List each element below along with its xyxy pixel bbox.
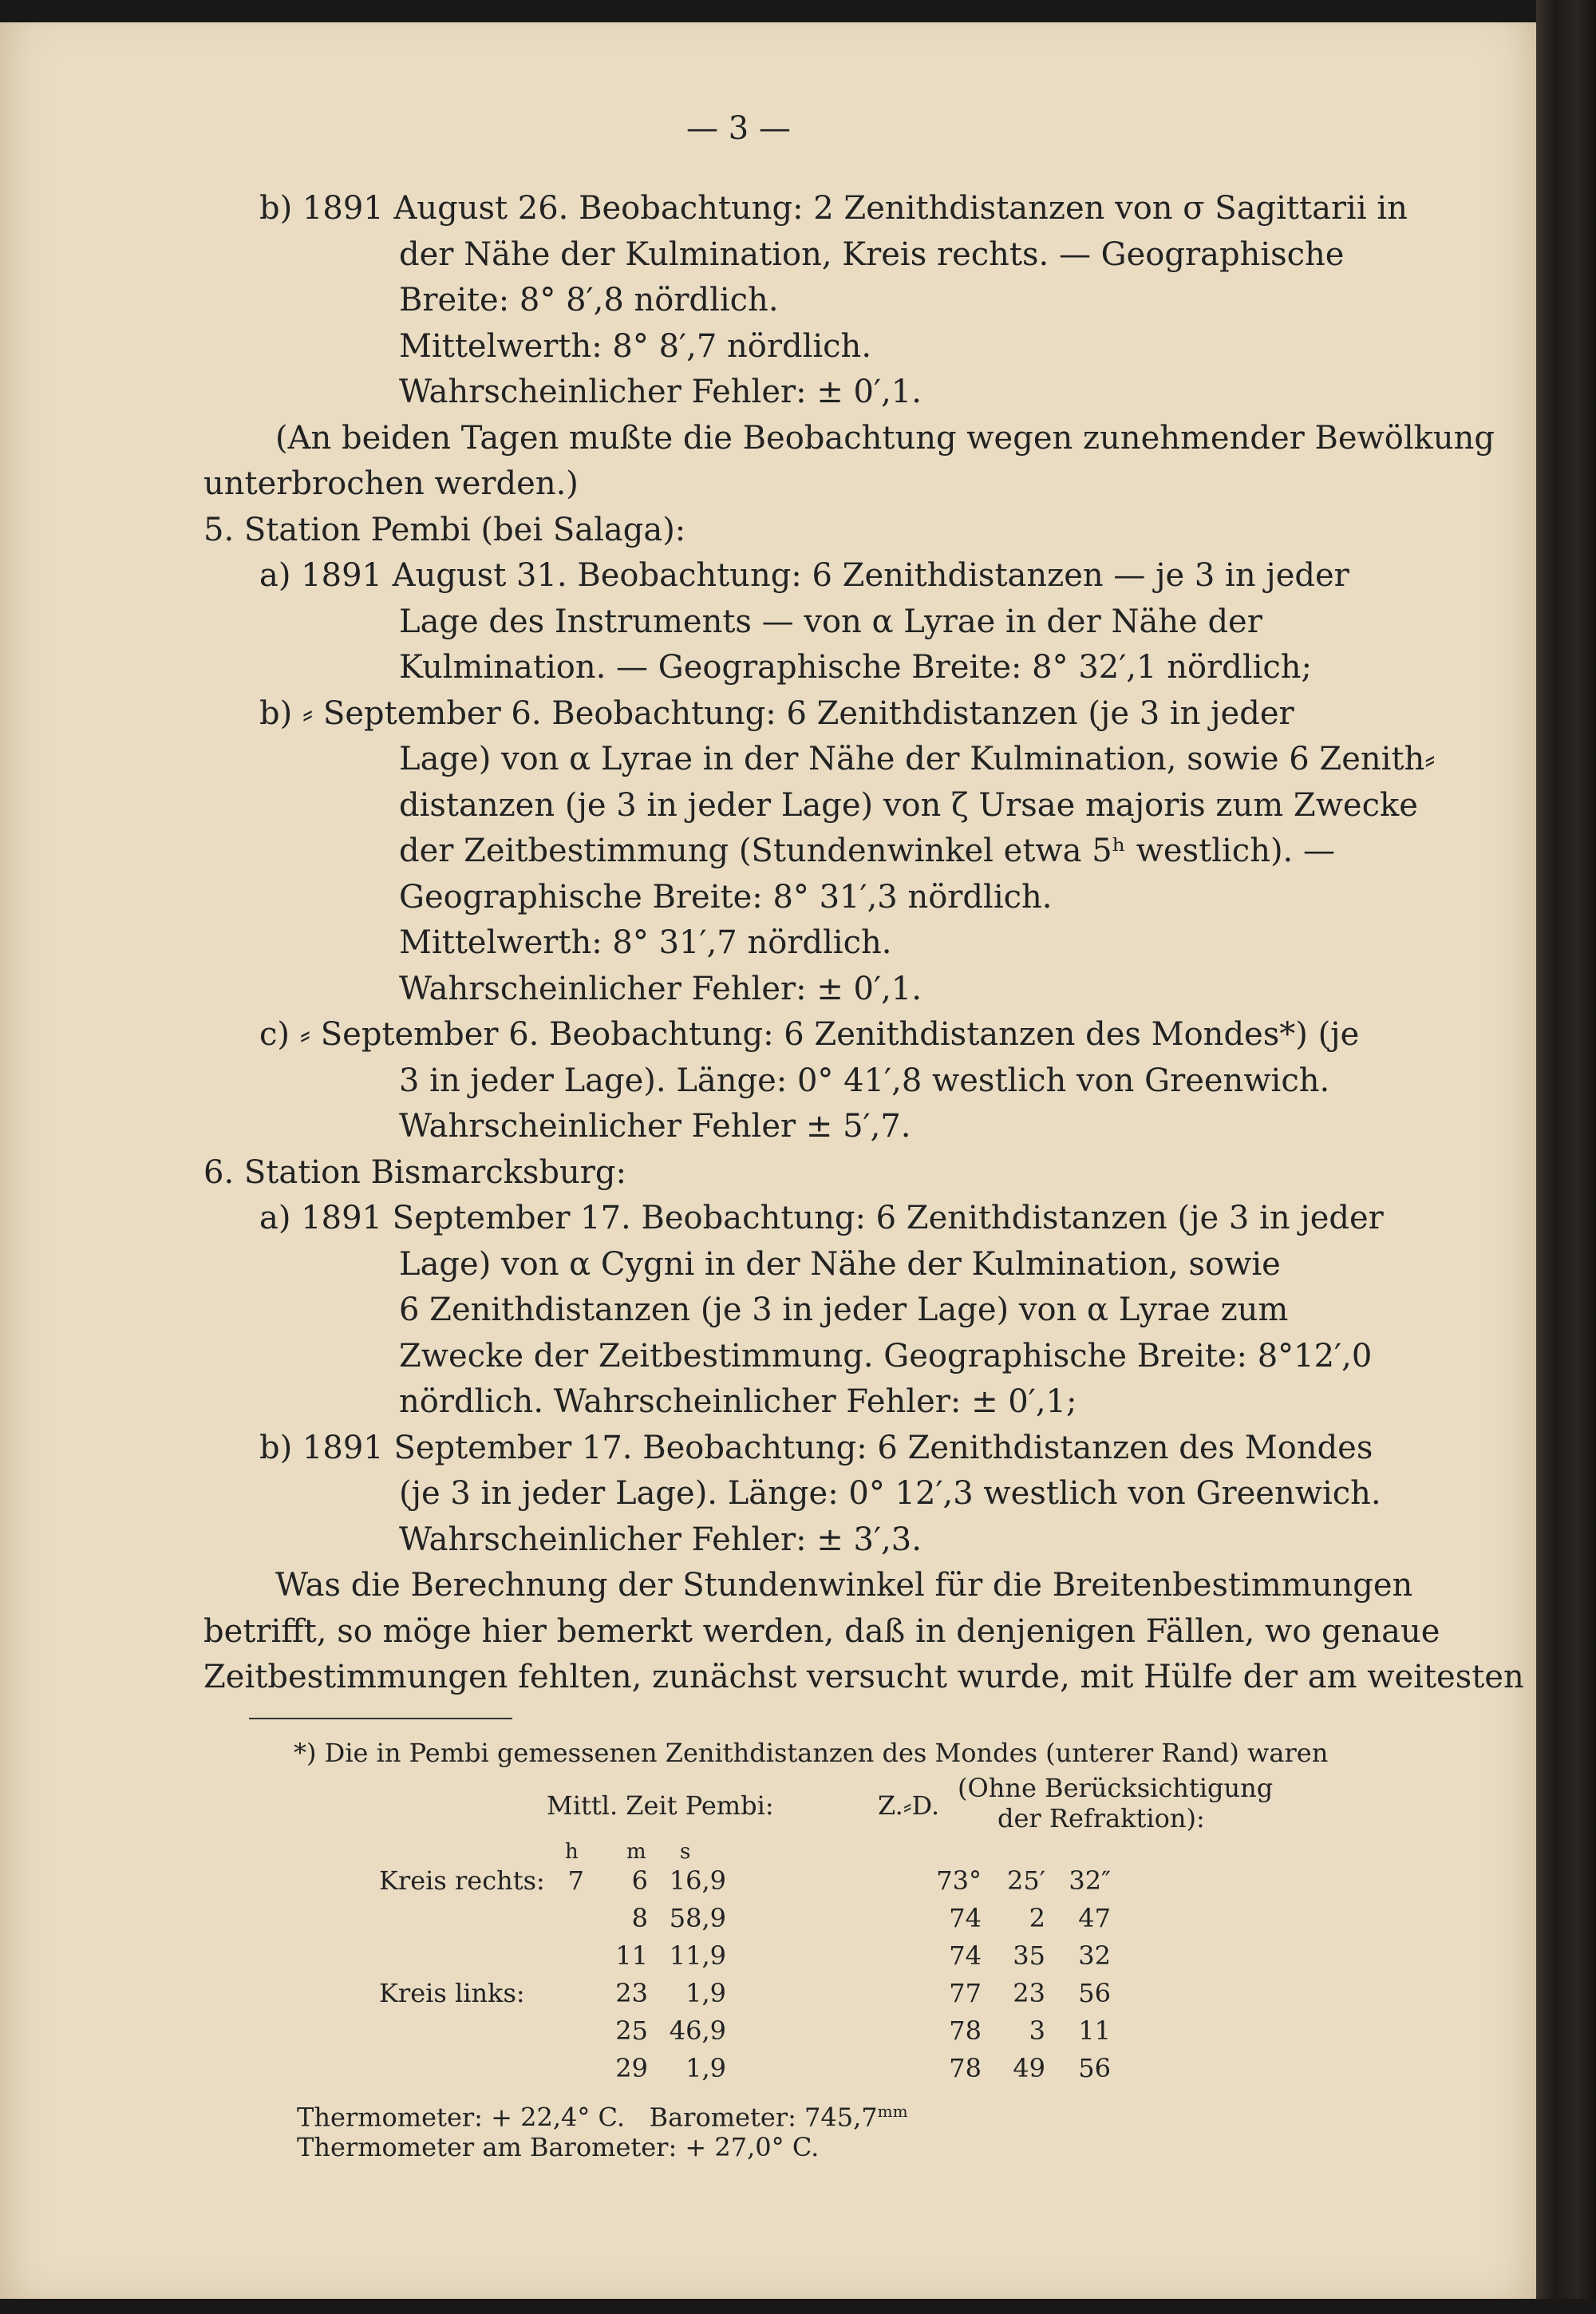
row-label: Kreis rechts:: [379, 1865, 545, 1896]
text-line: (An beiden Tagen mußte die Beobachtung wegen zunehmender Bewölkung: [275, 420, 1495, 457]
unit-seconds: s: [680, 1840, 691, 1864]
text-line: Wahrscheinlicher Fehler: ± 0′,1.: [399, 971, 922, 1007]
cell-s: 16,9: [669, 1865, 726, 1896]
text-line: Zeitbestimmungen fehlten, zunächst versucht wurde, mit Hülfe der am weitesten: [203, 1659, 1524, 1695]
cell-deg: 74: [949, 1940, 982, 1971]
text-line: 6 Zenithdistanzen (je 3 in jeder Lage) von α Lyrae zum: [399, 1291, 1289, 1328]
cell-sec: 32″: [1069, 1865, 1111, 1896]
cell-m: 11: [615, 1940, 648, 1971]
thermometer-line: [297, 2095, 908, 2134]
text-line: c) ⸗ September 6. Beobachtung: 6 Zenithdistanzen des Mondes*) (je: [259, 1016, 1360, 1053]
text-line: Geographische Breite: 8° 31′,3 nördlich.: [399, 879, 1053, 916]
section-heading: 6. Station Bismarcksburg:: [203, 1154, 626, 1191]
cell-m: 29: [615, 2053, 648, 2083]
cell-m: 23: [615, 1978, 648, 2008]
cell-s: 1,9: [685, 1978, 726, 2008]
bottom-edge: [0, 2299, 1596, 2314]
section-heading: 5. Station Pembi (bei Salaga):: [203, 512, 686, 548]
text-line: Mittelwerth: 8° 31′,7 nördlich.: [399, 924, 892, 961]
text-line: nördlich. Wahrscheinlicher Fehler: ± 0′,1;: [399, 1383, 1077, 1420]
text-line: der Zeitbestimmung (Stundenwinkel etwa 5ʰ westlich). —: [399, 833, 1335, 869]
text-line: Lage) von α Cygni in der Nähe der Kulmination, sowie: [399, 1246, 1281, 1283]
column-header-time: Mittl. Zeit Pembi:: [547, 1790, 774, 1821]
thermometer-value: Thermometer: + 22,4° C.: [297, 2102, 626, 2133]
cell-sec: 56: [1078, 2053, 1111, 2083]
text-line: Breite: 8° 8′,8 nördlich.: [399, 282, 779, 318]
cell-s: 46,9: [669, 2015, 726, 2046]
cell-min: 49: [1013, 2053, 1045, 2083]
column-header-zd: Z.⸗D.: [878, 1790, 940, 1821]
column-note: der Refraktion):: [998, 1803, 1205, 1833]
cell-s: 1,9: [685, 2053, 726, 2083]
footnote-rule: [249, 1718, 512, 1719]
unit-hours: h: [565, 1840, 579, 1864]
footnote-intro: *) Die in Pembi gemessenen Zenithdistanzen des Mondes (unterer Rand) waren: [294, 1738, 1329, 1768]
text-line: a) 1891 August 31. Beobachtung: 6 Zenithdistanzen — je 3 in jeder: [259, 557, 1349, 594]
cell-deg: 77: [949, 1978, 982, 2008]
text-line: Kulmination. — Geographische Breite: 8° 32′,1 nördlich;: [399, 649, 1313, 686]
text-line: 3 in jeder Lage). Länge: 0° 41′,8 westlich von Greenwich.: [399, 1062, 1330, 1099]
text-line: Wahrscheinlicher Fehler ± 5′,7.: [399, 1108, 911, 1145]
text-line: Wahrscheinlicher Fehler: ± 0′,1.: [399, 374, 922, 410]
cell-s: 58,9: [669, 1903, 726, 1933]
cell-min: 2: [1029, 1903, 1045, 1933]
cell-min: 35: [1013, 1940, 1045, 1971]
page-number: — 3 —: [686, 110, 791, 147]
cell-min: 23: [1013, 1978, 1045, 2008]
text-line: unterbrochen werden.): [203, 465, 579, 502]
row-label: Kreis links:: [379, 1978, 525, 2008]
book-spine: [1536, 0, 1596, 2314]
cell-sec: 32: [1078, 1940, 1111, 1971]
text-line: Lage des Instruments — von α Lyrae in der Nähe der: [399, 603, 1262, 640]
column-note: (Ohne Berücksichtigung: [958, 1773, 1274, 1803]
cell-min: 25′: [1007, 1865, 1045, 1896]
unit-minutes: m: [626, 1840, 646, 1864]
cell-sec: 47: [1078, 1903, 1111, 1933]
text-line: Lage) von α Lyrae in der Nähe der Kulmination, sowie 6 Zenith⸗: [399, 741, 1436, 777]
top-edge: [0, 0, 1536, 22]
text-line: Zwecke der Zeitbestimmung. Geographische Breite: 8°12′,0: [399, 1338, 1373, 1375]
text-line: b) 1891 August 26. Beobachtung: 2 Zenithdistanzen von σ Sagittarii in: [259, 190, 1408, 227]
cell-m: 25: [615, 2015, 648, 2046]
barometer-value: Barometer: 745,7: [649, 2102, 878, 2133]
text-line: der Nähe der Kulmination, Kreis rechts. — Geographische: [399, 236, 1345, 273]
text-line: b) 1891 September 17. Beobachtung: 6 Zenithdistanzen des Mondes: [259, 1430, 1373, 1466]
cell-min: 3: [1029, 2015, 1045, 2046]
text-line: Was die Berechnung der Stundenwinkel für die Breitenbestimmungen: [275, 1567, 1413, 1604]
cell-sec: 56: [1078, 1978, 1111, 2008]
text-line: betrifft, so möge hier bemerkt werden, daß in denjenigen Fällen, wo genaue: [203, 1613, 1440, 1650]
cell-h: 7: [567, 1865, 584, 1896]
text-line: distanzen (je 3 in jeder Lage) von ζ Ursae majoris zum Zwecke: [399, 787, 1418, 824]
cell-deg: 74: [949, 1903, 982, 1933]
text-line: a) 1891 September 17. Beobachtung: 6 Zenithdistanzen (je 3 in jeder: [259, 1200, 1384, 1236]
text-line: (je 3 in jeder Lage). Länge: 0° 12′,3 westlich von Greenwich.: [399, 1475, 1381, 1512]
thermometer-barometer-line: Thermometer am Barometer: + 27,0° C.: [297, 2132, 820, 2162]
cell-m: 8: [631, 1903, 648, 1933]
text-line: Wahrscheinlicher Fehler: ± 3′,3.: [399, 1521, 922, 1558]
cell-sec: 11: [1078, 2015, 1111, 2046]
cell-deg: 73°: [936, 1865, 982, 1896]
text-line: b) ⸗ September 6. Beobachtung: 6 Zenithdistanzen (je 3 in jeder: [259, 695, 1294, 732]
cell-deg: 78: [949, 2053, 982, 2083]
cell-deg: 78: [949, 2015, 982, 2046]
cell-m: 6: [631, 1865, 648, 1896]
text-line: Mittelwerth: 8° 8′,7 nördlich.: [399, 328, 872, 365]
cell-s: 11,9: [669, 1940, 726, 1971]
barometer-unit: mm: [877, 2102, 908, 2121]
